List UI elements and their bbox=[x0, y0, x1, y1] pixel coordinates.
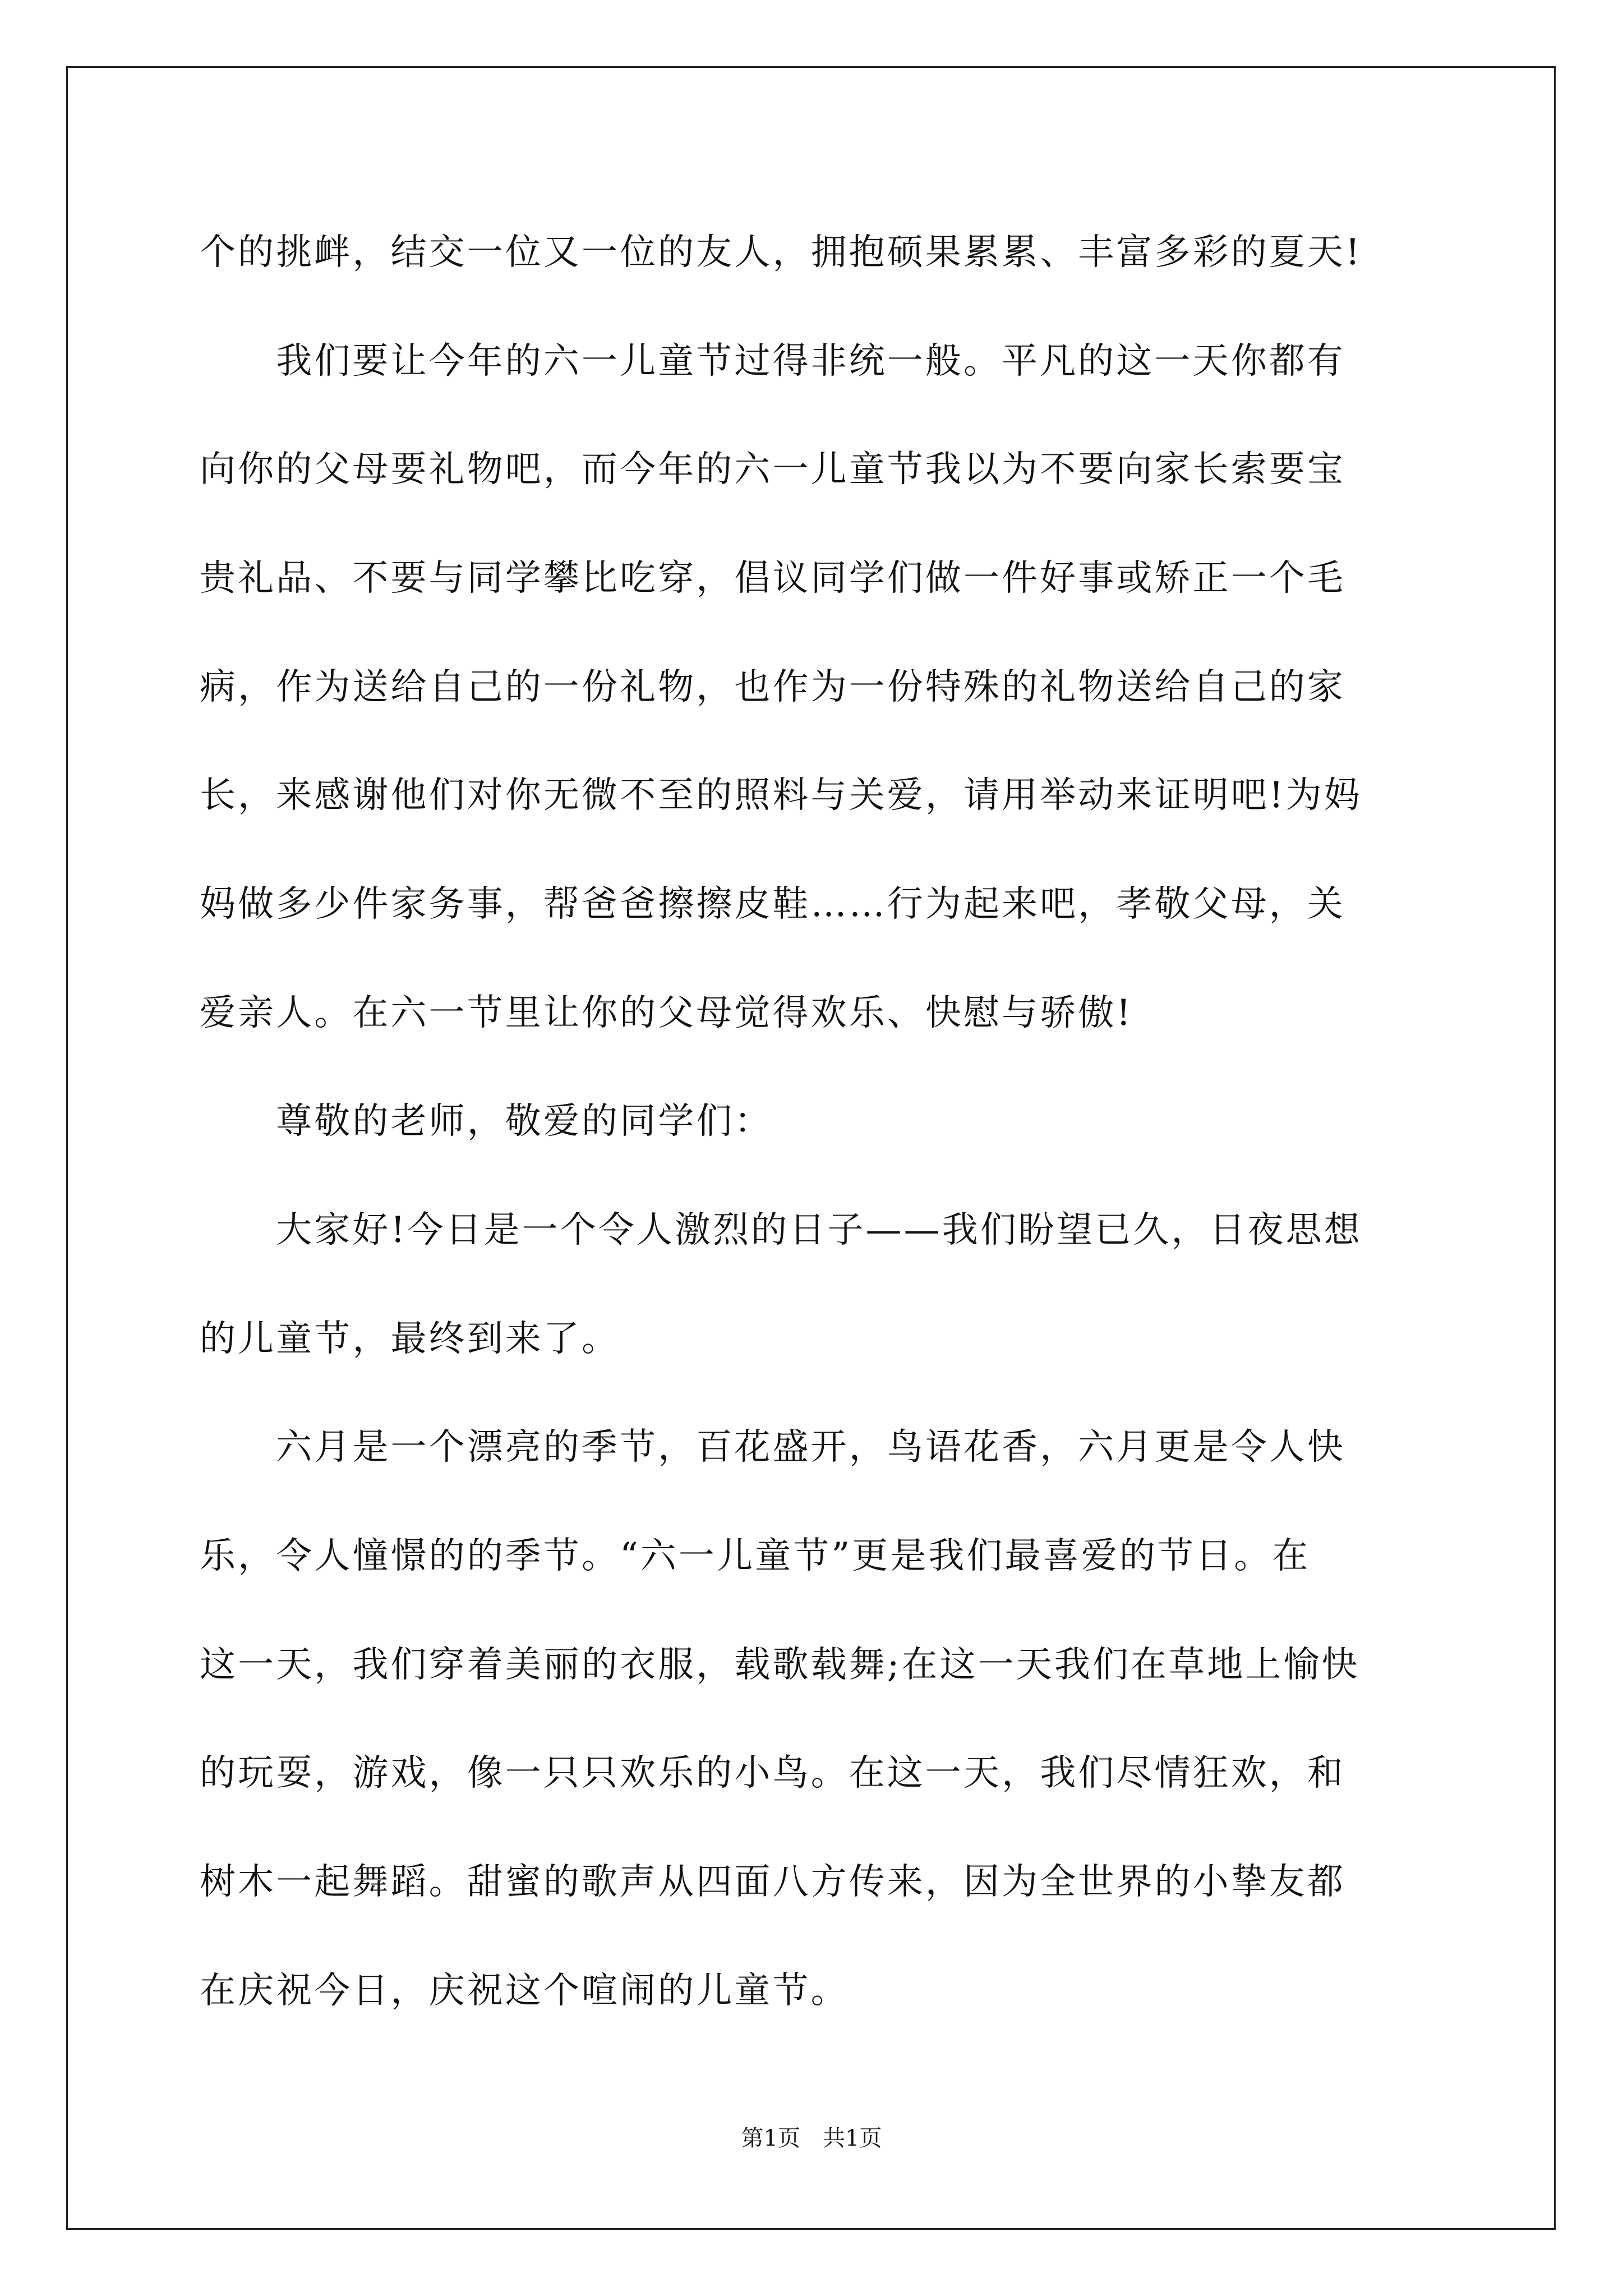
body-text-line: 六月是一个漂亮的季节，百花盛开，鸟语花香，六月更是令人快 bbox=[200, 1427, 1345, 1468]
body-text-line: 我们要让今年的六一儿童节过得非统一般。平凡的这一天你都有 bbox=[200, 341, 1345, 382]
body-text-line: 的玩耍，游戏，像一只只欢乐的小鸟。在这一天，我们尽情狂欢，和 bbox=[200, 1752, 1345, 1794]
body-text-line: 病，作为送给自己的一份礼物，也作为一份特殊的礼物送给自己的家 bbox=[200, 666, 1345, 708]
body-text-line: 长，来感谢他们对你无微不至的照料与关爱，请用举动来证明吧!为妈 bbox=[200, 775, 1362, 816]
body-text-line: 爱亲人。在六一节里让你的父母觉得欢乐、快慰与骄傲! bbox=[200, 992, 1133, 1034]
page-border bbox=[66, 66, 1556, 2230]
body-text-line: 尊敬的老师，敬爱的同学们： bbox=[200, 1101, 773, 1142]
body-text-line: 的儿童节，最终到来了。 bbox=[200, 1318, 620, 1360]
body-text-line: 大家好!今日是一个令人激烈的日子——我们盼望已久，日夜思想 bbox=[200, 1209, 1362, 1251]
page-number-footer: 第1页 共1页 bbox=[741, 2125, 882, 2151]
body-text-line: 向你的父母要礼物吧，而今年的六一儿童节我以为不要向家长索要宝 bbox=[200, 449, 1345, 490]
body-text-line: 贵礼品、不要与同学攀比吃穿，倡议同学们做一件好事或矫正一个毛 bbox=[200, 558, 1345, 599]
body-text-line: 乐，令人憧憬的的季节。“六一儿童节”更是我们最喜爱的节日。在 bbox=[200, 1535, 1311, 1577]
body-text-line: 个的挑衅，结交一位又一位的友人，拥抱硕果累累、丰富多彩的夏天! bbox=[200, 232, 1362, 273]
body-text-line: 这一天，我们穿着美丽的衣服，载歌载舞;在这一天我们在草地上愉快 bbox=[200, 1644, 1360, 1686]
body-text-line: 妈做多少件家务事，帮爸爸擦擦皮鞋……行为起来吧，孝敬父母，关 bbox=[200, 884, 1345, 925]
body-text-line: 在庆祝今日，庆祝这个喧闹的儿童节。 bbox=[200, 1970, 849, 2012]
body-text-line: 树木一起舞蹈。甜蜜的歌声从四面八方传来，因为全世界的小挚友都 bbox=[200, 1861, 1345, 1903]
